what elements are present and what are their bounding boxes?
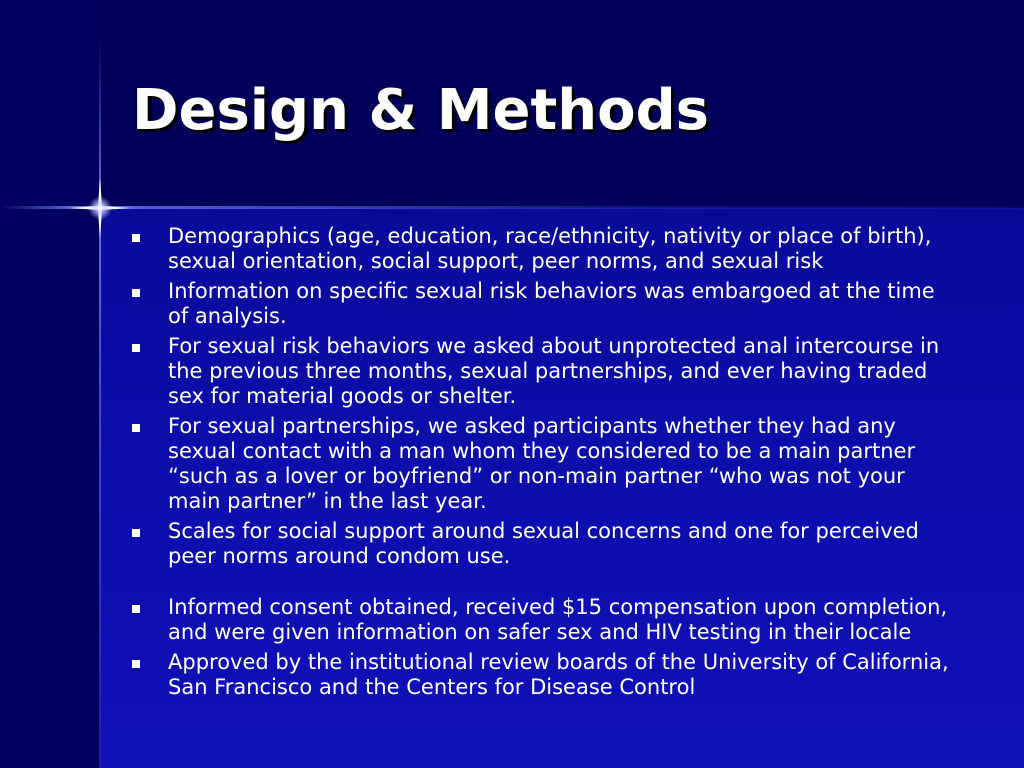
square-bullet-icon — [132, 529, 140, 537]
bullet-text: Information on specific sexual risk behaviors was embargoed at the time of analysis. — [168, 279, 935, 328]
square-bullet-icon — [132, 605, 140, 613]
bullet-list — [130, 224, 960, 705]
slide-title: Design & Methods — [132, 78, 710, 143]
sparkle-star-icon — [70, 178, 130, 238]
bullet-text: For sexual partnerships, we asked participants whether they had any sexual contact with a man whom they considered to be a main partner “such as a lover or boyfriend” or non-main partner “who was not your main partner” in the last year. — [168, 414, 916, 513]
bullet-text: Informed consent obtained, received $15 compensation upon completion, and were given information on safer sex and HIV testing in their locale — [168, 595, 948, 644]
bullet-item — [130, 519, 960, 569]
vertical-accent-line — [99, 40, 101, 768]
bullet-item — [130, 650, 960, 700]
bullet-item — [130, 334, 960, 409]
bullet-item — [130, 414, 960, 514]
left-panel — [0, 0, 100, 768]
square-bullet-icon — [132, 289, 140, 297]
bullet-item — [130, 279, 960, 329]
square-bullet-icon — [132, 234, 140, 242]
bullet-text: Approved by the institutional review boards of the University of California, San Francisco and the Centers for Disease Control — [168, 650, 949, 699]
bullet-item — [130, 224, 960, 274]
bullet-text: Scales for social support around sexual concerns and one for perceived peer norms around condom use. — [168, 519, 919, 568]
bullet-text: For sexual risk behaviors we asked about unprotected anal intercourse in the previous three months, sexual partnerships, and ever having traded sex for material goods or shelter. — [168, 334, 940, 408]
square-bullet-icon — [132, 424, 140, 432]
square-bullet-icon — [132, 344, 140, 352]
bullet-item — [130, 595, 960, 645]
square-bullet-icon — [132, 660, 140, 668]
horizontal-accent-line — [0, 206, 1024, 209]
bullet-text: Demographics (age, education, race/ethnicity, nativity or place of birth), sexual orientation, social support, peer norms, and sexual risk — [168, 224, 932, 273]
